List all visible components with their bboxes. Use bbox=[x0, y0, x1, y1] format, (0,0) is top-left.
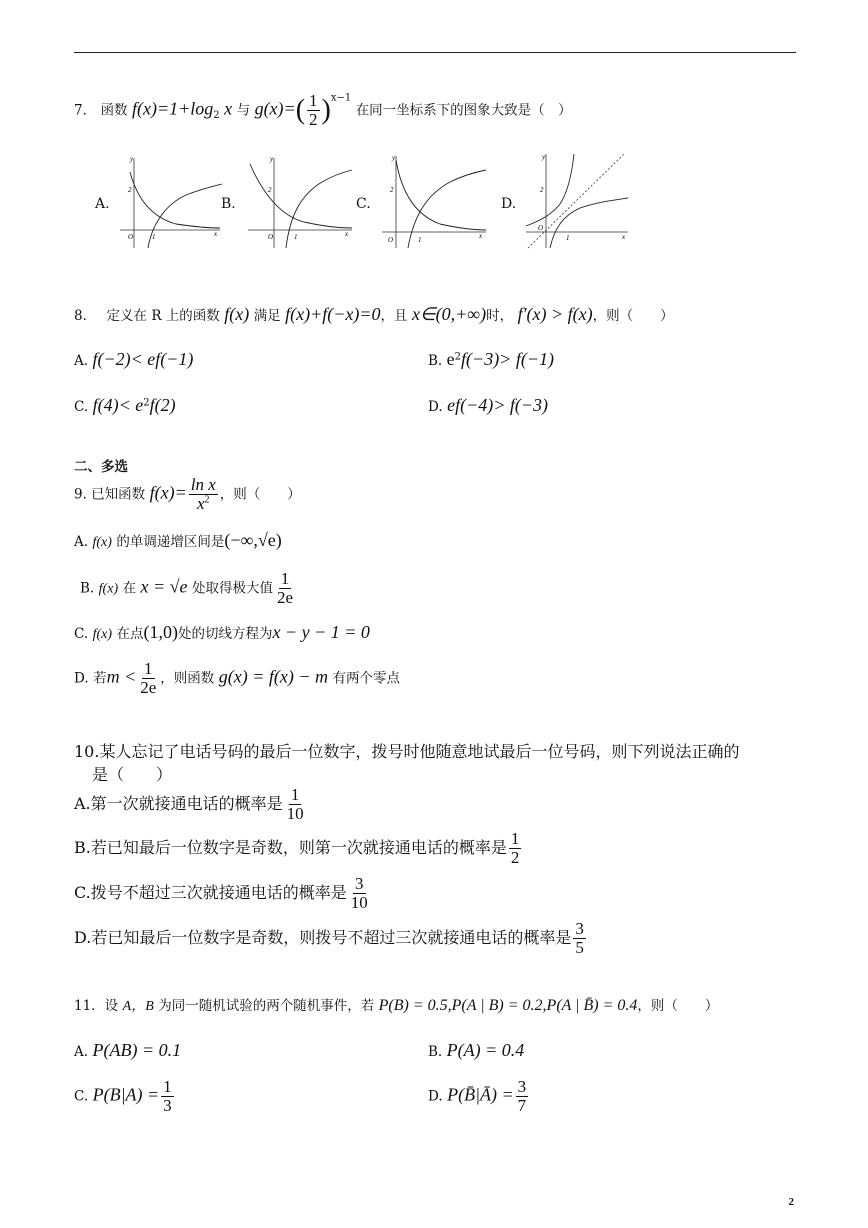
header-rule bbox=[74, 52, 796, 53]
g-base-fraction: $\frac{1}{2}$ bbox=[309, 91, 318, 129]
svg-text:x: x bbox=[479, 232, 483, 240]
svg-text:O: O bbox=[388, 236, 394, 244]
q7-option-a-label: A. bbox=[95, 196, 110, 212]
page-number: 2 bbox=[788, 1196, 794, 1208]
svg-text:y: y bbox=[392, 154, 396, 162]
svg-text:x: x bbox=[345, 230, 349, 238]
q9-option-a: A. f(x) 的单调递增区间是(−∞,√e) bbox=[74, 530, 282, 550]
q7-graph-c bbox=[378, 152, 490, 250]
svg-text:1: 1 bbox=[294, 233, 298, 241]
q11-option-a: A. P(AB) = 0.1 bbox=[74, 1040, 182, 1060]
q7-graph-b bbox=[244, 152, 356, 250]
svg-text:2: 2 bbox=[540, 186, 544, 194]
svg-text:1: 1 bbox=[566, 234, 570, 242]
q8-option-a: A. f(−2)< ef(−1) bbox=[74, 349, 194, 369]
svg-text:2: 2 bbox=[390, 186, 394, 194]
svg-text:x: x bbox=[622, 233, 626, 241]
q11-option-c: C. P(B|A) = $\frac{1}{3}$ bbox=[74, 1077, 172, 1115]
svg-text:O: O bbox=[538, 224, 544, 232]
q11-option-d: D. P(B̄|Ā) = $\frac{3}{7}$ bbox=[428, 1077, 527, 1115]
q7-graph-d bbox=[522, 150, 634, 250]
svg-text:y: y bbox=[270, 155, 274, 163]
q11-option-b: B. P(A) = 0.4 bbox=[428, 1040, 525, 1060]
x-label: x bbox=[214, 230, 218, 238]
q8-option-d: D. ef(−4)> f(−3) bbox=[428, 395, 549, 415]
q9-stem: 9. 已知函数 f(x)= $\frac{\text{ln x}}{x^2}$ ，则（ ） bbox=[74, 475, 301, 513]
q7-option-c-label: C. bbox=[356, 196, 371, 212]
svg-text:y: y bbox=[542, 153, 546, 161]
curve-f bbox=[148, 184, 222, 248]
q8-stem: 8． 定义在 R 上的函数 f(x) 满足 f(x)+f(−x)=0，且 x∈(0,+∞)时， f′(x) > f(x)，则（ ） bbox=[74, 304, 674, 324]
q7-option-b-label: B. bbox=[221, 196, 236, 212]
svg-text:O: O bbox=[268, 233, 274, 241]
q10-stem-line1: 10.某人忘记了电话号码的最后一位数字，拨号时他随意地试最后一位号码，则下列说法正确的 bbox=[74, 742, 740, 761]
q7-stem: 7． 函数 $f(x)=1+\log_2$ x 与 g(x)=( $\frac{1}{2}$ )$^{x-1}$ 在同一坐标系下的图象大致是（ ） bbox=[74, 91, 572, 129]
q10-option-c: C.拨号不超过三次就接通电话的概率是 $\frac{3}{10}$ bbox=[74, 874, 368, 912]
q8-option-c: C. $f(4)< e^2f(2)$ bbox=[74, 395, 176, 415]
q7-option-d-label: D. bbox=[501, 196, 517, 212]
q7-graph-a bbox=[116, 152, 226, 250]
section-multi-choice-heading: 二、多选 bbox=[74, 459, 128, 475]
svg-text:2: 2 bbox=[268, 186, 272, 194]
q10-option-d: D.若已知最后一位数字是奇数，则拨号不超过三次就接通电话的概率是 $\frac{3}{5}$ bbox=[74, 919, 584, 957]
q9-option-d: D. 若m < $\frac{1}{2e}$ ，则函数 g(x) = f(x) − m 有两个零点 bbox=[74, 659, 400, 697]
tick-y: 2 bbox=[128, 186, 132, 194]
origin-label: O bbox=[128, 233, 134, 241]
y-label: y bbox=[130, 155, 134, 163]
curve-g bbox=[130, 172, 220, 228]
q10-stem-line2: 是（ ） bbox=[92, 765, 173, 784]
q8-option-b: B. $e^2f(-3)> f(-1)$ bbox=[428, 349, 554, 369]
q9-fraction: $\frac{\text{ln x}}{x^2}$ bbox=[190, 475, 216, 513]
svg-text:1: 1 bbox=[418, 236, 422, 244]
q9-option-c: C. f(x) 在点(1,0)处的切线方程为x − y − 1 = 0 bbox=[74, 622, 370, 642]
q10-option-a: A.第一次就接通电话的概率是 $\frac{1}{10}$ bbox=[74, 785, 304, 823]
tick-x: 1 bbox=[152, 233, 156, 241]
q11-stem: 11．设 A，B 为同一随机试验的两个随机事件，若 P(B) = 0.5,P(A | B) = 0.2,P(A | B̄) = 0.4，则（ ） bbox=[74, 997, 719, 1014]
q10-option-b: B.若已知最后一位数字是奇数，则第一次就接通电话的概率是 $\frac{1}{2}$ bbox=[74, 829, 520, 867]
q9-option-b: B. f(x) 在 x = √e 处取得极大值 $\frac{1}{2e}$ bbox=[80, 569, 294, 607]
